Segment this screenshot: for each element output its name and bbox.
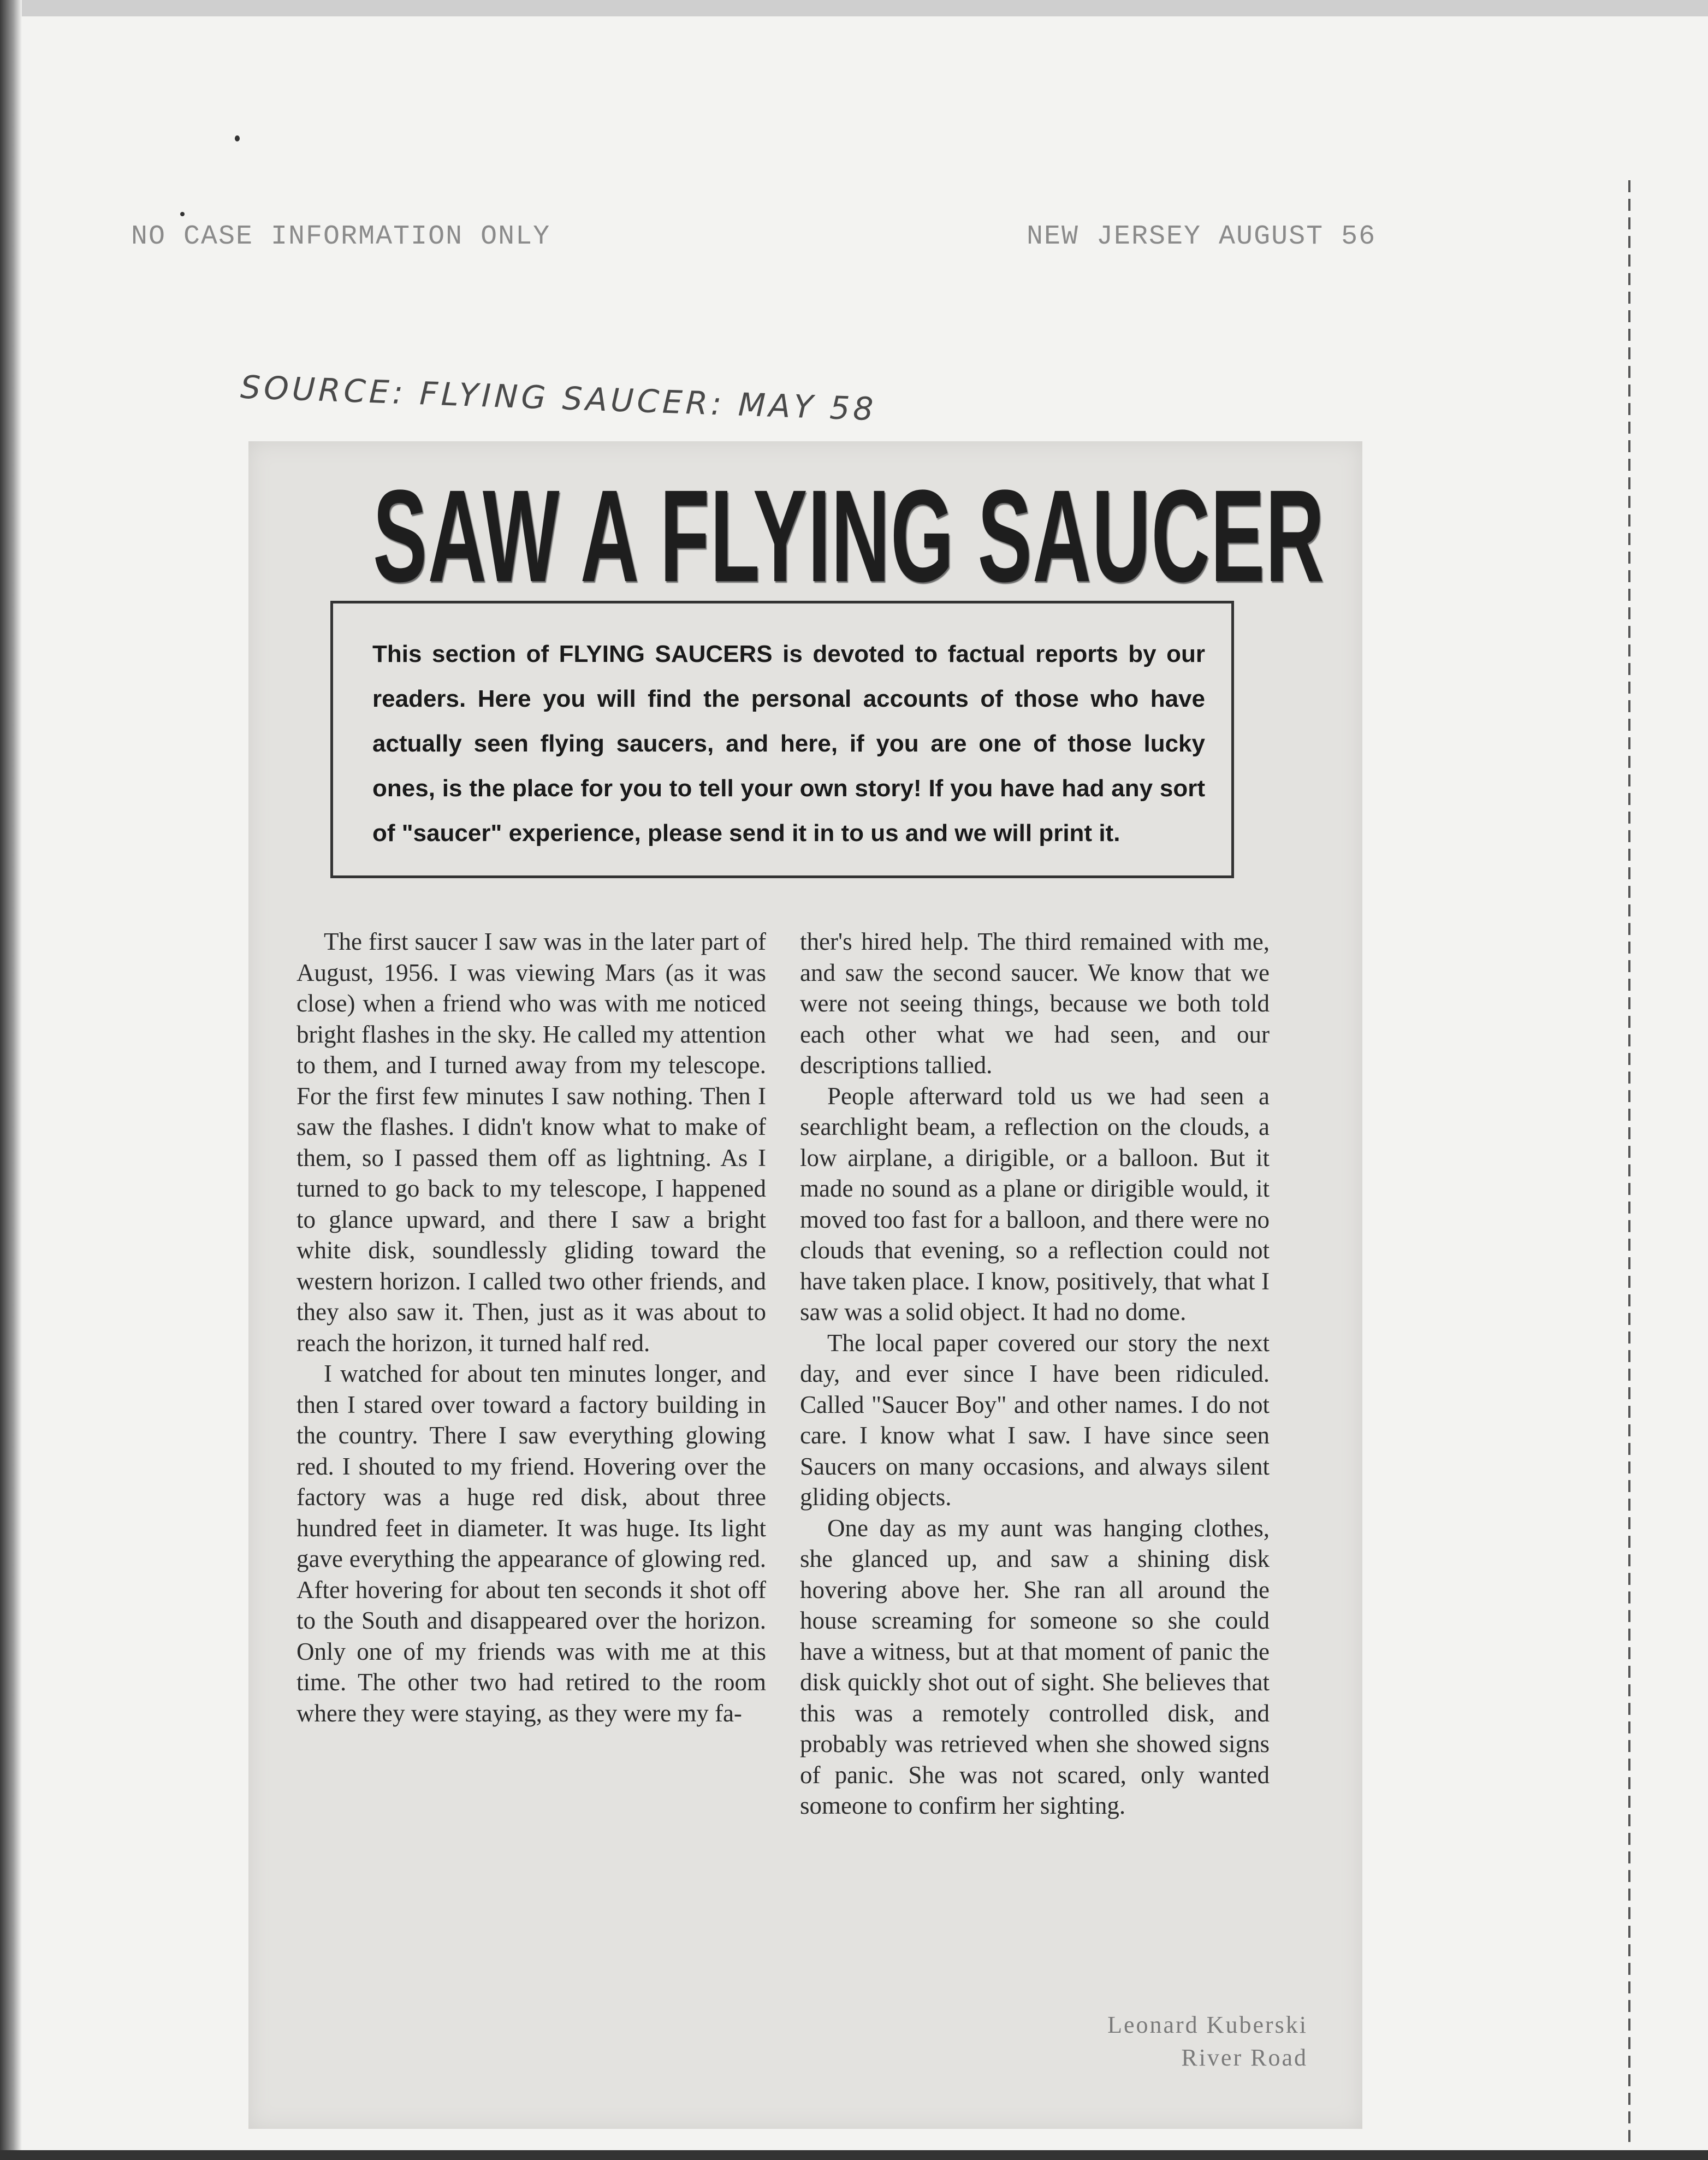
dust-speck xyxy=(180,212,185,216)
intro-text: This section of FLYING SAUCERS is devoted to factual reports by our readers. Here you will find the personal accounts of those who have actually seen flying saucers, and here, if you are one of those lucky ones, is the place for you to tell your own story! If you have had any sort of "saucer" experience, please send it in to us and we will print it. xyxy=(372,641,1205,847)
scan-edge-top xyxy=(0,0,1708,16)
dust-speck xyxy=(235,135,240,141)
newspaper-clipping xyxy=(248,441,1362,2129)
article-paragraph: I watched for about ten minutes longer, and then I stared over toward a factory building in the country. There I saw everything glowing red. I shouted to my friend. Hovering over the factory was a huge red disk, about three hundred feet in diameter. It was huge. Its light gave everything the appearance of glowing red. After hovering for about ten seconds it shot off to the South and disappeared over the horizon. Only one of my friends was with me at this time. The other two had retired to the room where they were staying, as they were my fa- xyxy=(296,1360,766,1727)
article-paragraph: The first saucer I saw was in the later part of August, 1956. I was viewing Mars (as it was close) when a friend who was with me noticed bright flashes in the sky. He called my attention to them, and I turned away from my telescope. For the first few minutes I saw nothing. Then I saw the flashes. I didn't know what to make of them, so I passed them off as lightning. As I turned to go back to my telescope, I happened to glance upward, and there I saw a bright white disk, soundlessly gliding toward the western horizon. I called two other friends, and they also saw it. Then, just as it was about to reach the horizon, it turned half red. xyxy=(296,928,766,1357)
author-name: Leonard Kuberski xyxy=(1107,2011,1308,2038)
page-margin-rule xyxy=(1628,180,1630,2146)
scan-edge-left xyxy=(0,0,22,2160)
intro-box xyxy=(330,601,1234,878)
article-column-left xyxy=(296,926,766,1729)
scan-edge-bottom xyxy=(0,2150,1708,2160)
author-place: River Road xyxy=(1181,2044,1308,2071)
article-paragraph: One day as my aunt was hanging clothes, she glanced up, and saw a shining disk hovering above her. She ran all around the house screaming for someone so she could have a witness, but at that moment of panic the disk quickly shot out of sight. She believes that this was a remotely controlled disk, and probably was retrieved when she showed signs of panic. She was not scared, only wanted someone to confirm her sighting. xyxy=(800,1514,1270,1819)
article-column-right xyxy=(800,926,1270,1821)
author-signature xyxy=(1035,2009,1308,2074)
article-headline: SAW A FLYING SAUCER xyxy=(373,463,1325,609)
article-paragraph: People afterward told us we had seen a searchlight beam, a reflection on the clouds, a low airplane, a dirigible, or a balloon. But it made no sound as a plane or dirigible would, it moved too fast for a balloon, and there were no clouds that evening, so a reflection could not have taken place. I know, positively, that what I saw was a solid object. It had no dome. xyxy=(800,1082,1270,1325)
article-paragraph: The local paper covered our story the next day, and ever since I have been ridiculed. Called "Saucer Boy" and other names. I do not care. I know what I saw. I have since seen Saucers on many occasions, and always silent gliding objects. xyxy=(800,1329,1270,1511)
article-paragraph-continued: ther's hired help. The third remained with me, and saw the second saucer. We know that we were not seeing things, because we both told each other what we had seen, and our descriptions tallied. xyxy=(800,928,1270,1079)
location-date-header: NEW JERSEY AUGUST 56 xyxy=(1027,221,1377,252)
handwritten-source-note: SOURCE: FLYING SAUCER: MAY 58 xyxy=(240,368,877,428)
case-status-header: NO CASE INFORMATION ONLY xyxy=(131,221,551,252)
